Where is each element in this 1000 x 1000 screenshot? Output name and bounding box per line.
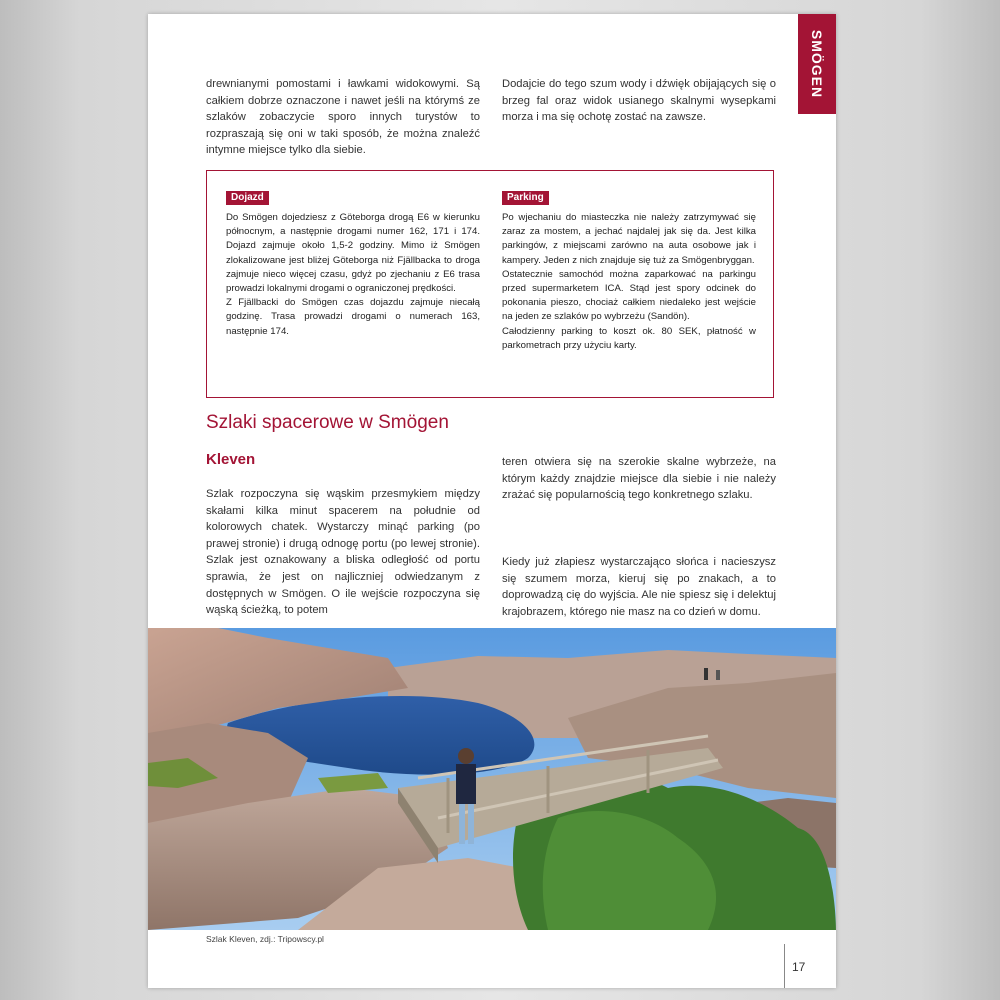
chapter-tab-label: SMÖGEN [809,29,825,99]
kleven-right-paragraph-2: Kiedy już złapiesz wystarczająco słońca i nacieszysz się szumem morza, kieruj się po znakach, a to doprowadzą cię do wyjścia. Ale nie spiesz się i delektuj krajobrazem, którego nie masz na co dzień w domu. [502,556,776,618]
intro-right-paragraph: Dodajcie do tego szum wody i dźwięk obijających się o brzeg fal oraz widok usianego skalnymi wysepkami morza i ma się ochotę zostać na zawsze. [502,78,776,124]
dojazd-label: Dojazd [226,191,269,205]
intro-left-paragraph: drewnianymi pomostami i ławkami widokowymi. Są całkiem dobrze oznaczone i nawet jeśli na którymś ze szlaków zobaczycie sporo innych turystów to rozpraszają się oni w taki sposób, że można znaleźć intymne miejsce tylko dla siebie. [206,78,480,157]
kleven-right-paragraph-1: teren otwiera się na szerokie skalne wybrzeże, na którym każdy znajdzie miejsce dla siebie i nie należy zrażać się popularnością tego konkretnego szlaku. [502,456,776,502]
kleven-photo-illustration [148,628,836,930]
dojazd-column [226,187,480,339]
info-box [206,170,774,398]
parking-paragraph-2: Ostatecznie samochód można zaparkować na parkingu przed supermarketem ICA. Stąd jest spory odcinek do pokonania pieszo, chociaż całkiem niedaleko jest wejście na jeden ze szlaków po wybrzeżu (Sandön). [502,268,756,323]
subsection-title: Kleven [206,451,256,468]
kleven-photo [148,628,836,930]
chapter-tab [798,14,836,114]
magazine-page [148,14,836,988]
page-number-divider [784,944,785,988]
photo-caption: Szlak Kleven, zdj.: Tripowscy.pl [206,934,324,944]
parking-paragraph-3: Całodzienny parking to koszt ok. 80 SEK, płatność w parkometrach przy użyciu karty. [502,325,756,351]
parking-column [502,187,756,353]
dojazd-paragraph-1: Do Smögen dojedziesz z Göteborga drogą E6 w kierunku północnym, a następnie drogami numer 162, 171 i 174. Dojazd zajmuje około 1,5-2 godziny. Mimo iż Smögen zlokalizowane jest bliżej Göteborga niż Fjällbacka to droga zajmuje nieco więcej czasu, gdyż po zjechaniu z E6 trasa prowadzi lokalnymi drogami o ograniczonej prędkości. [226,212,480,295]
section-title: Szlaki spacerowe w Smögen [206,412,449,433]
parking-label: Parking [502,191,549,205]
parking-paragraph-1: Po wjechaniu do miasteczka nie należy zatrzymywać się zaraz za mostem, a jechać najdalej jak się da. Jest kilka parkingów, z miejscami zarówno na auta osobowe jak i kampery. Jeden z nich znajduje się tuż za Smögenbryggan. [502,212,756,266]
dojazd-paragraph-2: Z Fjällbacki do Smögen czas dojazdu zajmuje niecałą godzinę. Trasa prowadzi drogami o numerach 163, następnie 174. [226,297,480,337]
page-number: 17 [792,960,806,974]
kleven-left-paragraph: Szlak rozpoczyna się wąskim przesmykiem między skałami kilka minut spacerem na południe od kolorowych chatek. Wystarczy minąć parking (po prawej stronie) i drugą odnogę portu (po lewej stronie). Szlak jest oznakowany a bliska odległość od portu sprawia, że jest on najliczniej odwiedzanym z dostępnych w Smögen. O ile wejście rozpoczyna się wąską ścieżką, to potem [206,488,480,617]
